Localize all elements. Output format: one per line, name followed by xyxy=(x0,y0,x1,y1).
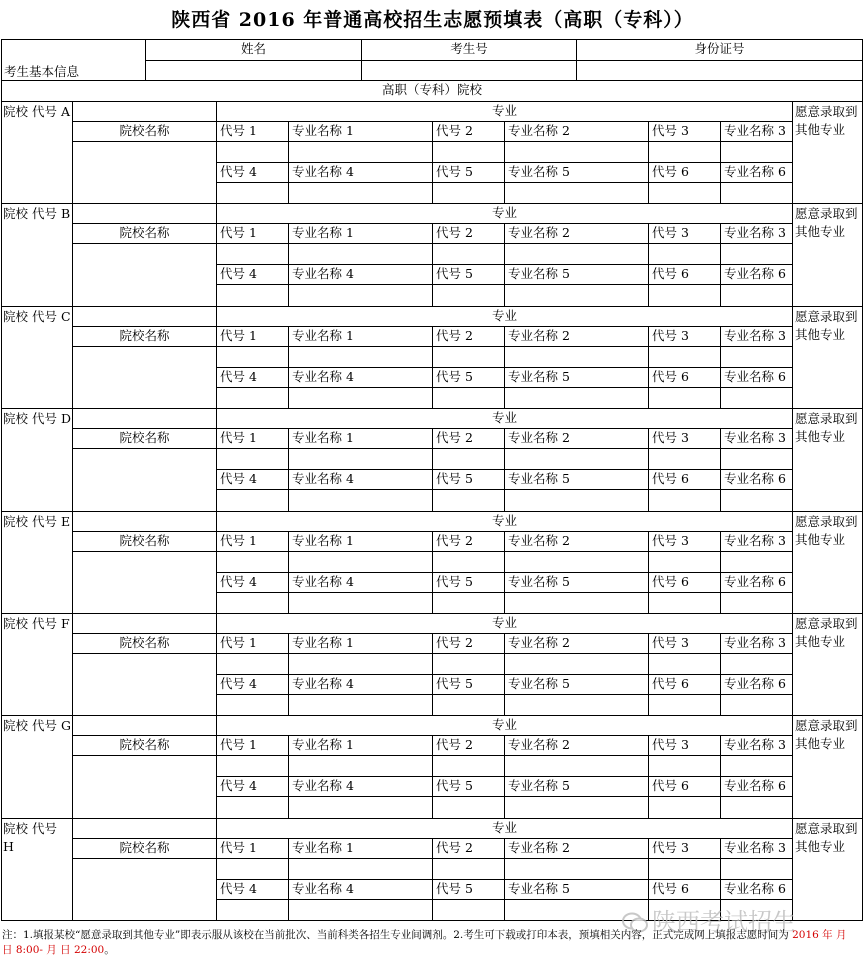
school-g-major-name-5-label: 专业名称 5 xyxy=(504,776,649,797)
school-a-major-code-1-input[interactable] xyxy=(216,141,289,163)
school-g-major-code-2-label: 代号 2 xyxy=(432,735,505,756)
school-f-major-name-6-label: 专业名称 6 xyxy=(720,674,793,695)
school-d-major-code-6-input[interactable] xyxy=(648,489,721,512)
school-c-major-code-5-label: 代号 5 xyxy=(432,367,505,388)
school-h-major-code-1-input[interactable] xyxy=(216,858,289,880)
school-a-major-name-6-label: 专业名称 6 xyxy=(720,162,793,183)
school-c-major-code-6-input[interactable] xyxy=(648,387,721,409)
school-b-major-name-1-label: 专业名称 1 xyxy=(288,223,433,244)
school-d-major-code-2-label: 代号 2 xyxy=(432,428,505,449)
school-f-major-code-6-label: 代号 6 xyxy=(648,674,721,695)
school-a-major-code-6-label: 代号 6 xyxy=(648,162,721,183)
school-e-major-code-1-input[interactable] xyxy=(216,551,289,573)
watermark-text: 陕西考试招生 xyxy=(652,908,796,936)
school-c-major-name-4-label: 专业名称 4 xyxy=(288,367,433,388)
page-title: 陕西省 2016 年普通高校招生志愿预填表（高职（专科）） xyxy=(171,9,694,31)
school-f-major-code-2-input[interactable] xyxy=(432,653,505,675)
school-b-major-name-2-input[interactable] xyxy=(504,243,649,265)
school-a-major-name-5-input[interactable] xyxy=(504,182,649,204)
school-e-name-input[interactable] xyxy=(72,551,217,614)
school-e-major-name-1-input[interactable] xyxy=(288,551,433,573)
school-d-code-input[interactable] xyxy=(72,408,217,429)
school-e-major-name-4-input[interactable] xyxy=(288,592,433,614)
school-a-name-input[interactable] xyxy=(72,141,217,204)
school-d-major-name-3-input[interactable] xyxy=(720,448,793,470)
school-g-major-code-6-label: 代号 6 xyxy=(648,776,721,797)
school-g-major-name-6-input[interactable] xyxy=(720,796,793,819)
school-h-name-label: 院校名称 xyxy=(72,838,217,859)
school-c-major-code-2-input[interactable] xyxy=(432,346,505,368)
school-h-major-name-4-label: 专业名称 4 xyxy=(288,879,433,900)
school-e-major-code-3-label: 代号 3 xyxy=(648,531,721,552)
school-h-major-code-4-input[interactable] xyxy=(216,899,289,921)
school-b-major-name-3-input[interactable] xyxy=(720,243,793,265)
school-a-major-name-2-input[interactable] xyxy=(504,141,649,163)
school-h-major-code-1-label: 代号 1 xyxy=(216,838,289,859)
school-f-major-name-2-label: 专业名称 2 xyxy=(504,633,649,654)
school-b-major-code-6-input[interactable] xyxy=(648,284,721,307)
school-c-major-name-3-label: 专业名称 3 xyxy=(720,326,793,347)
basic-info-label: 考生基本信息 xyxy=(4,64,80,79)
school-f-major-code-6-input[interactable] xyxy=(648,694,721,716)
school-e-label: 院校 代号 E xyxy=(3,514,71,529)
school-c-code-input[interactable] xyxy=(72,306,217,327)
school-e-major-name-2-label: 专业名称 2 xyxy=(504,531,649,552)
school-d-name-input[interactable] xyxy=(72,448,217,512)
school-c-major-name-1-input[interactable] xyxy=(288,346,433,368)
school-f-major-code-4-input[interactable] xyxy=(216,694,289,716)
school-h-major-code-3-label: 代号 3 xyxy=(648,838,721,859)
school-c-major-code-6-label: 代号 6 xyxy=(648,367,721,388)
field-label-name: 姓名 xyxy=(145,39,362,61)
school-b-willing-label: 愿意录取到其他专业 xyxy=(795,206,858,239)
school-b-major-code-5-input[interactable] xyxy=(432,284,505,307)
school-a-major-name-1-input[interactable] xyxy=(288,141,433,163)
school-e-major-name-5-label: 专业名称 5 xyxy=(504,572,649,593)
school-f-name-label: 院校名称 xyxy=(72,633,217,654)
school-a-major-name-4-input[interactable] xyxy=(288,182,433,204)
field-label-exam-number: 考生号 xyxy=(361,39,577,61)
school-f-major-code-1-input[interactable] xyxy=(216,653,289,675)
school-d-major-name-2-label: 专业名称 2 xyxy=(504,428,649,449)
school-a-major-name-4-label: 专业名称 4 xyxy=(288,162,433,183)
school-e-major-name-1-label: 专业名称 1 xyxy=(288,531,433,552)
school-e-major-code-3-input[interactable] xyxy=(648,551,721,573)
school-a-major-header: 专业 xyxy=(216,101,793,122)
school-e-major-name-4-label: 专业名称 4 xyxy=(288,572,433,593)
field-input-name[interactable] xyxy=(145,60,362,81)
school-e-major-code-2-label: 代号 2 xyxy=(432,531,505,552)
footnote-deadline: 2016 年 月 日 8:00- 月 日 22:00 xyxy=(2,929,847,956)
school-d-major-name-4-label: 专业名称 4 xyxy=(288,469,433,490)
school-e-major-name-6-input[interactable] xyxy=(720,592,793,614)
school-b-major-name-5-label: 专业名称 5 xyxy=(504,264,649,285)
school-h-name-input[interactable] xyxy=(72,858,217,921)
school-a-code-input[interactable] xyxy=(72,101,217,122)
school-d-major-code-4-label: 代号 4 xyxy=(216,469,289,490)
school-g-major-code-2-input[interactable] xyxy=(432,755,505,777)
school-f-major-header: 专业 xyxy=(216,613,793,634)
school-a-name-label: 院校名称 xyxy=(72,121,217,142)
school-d-major-name-6-label: 专业名称 6 xyxy=(720,469,793,490)
school-c-major-code-5-input[interactable] xyxy=(432,387,505,409)
school-e-major-name-5-input[interactable] xyxy=(504,592,649,614)
school-a-major-code-5-label: 代号 5 xyxy=(432,162,505,183)
school-h-major-code-2-input[interactable] xyxy=(432,858,505,880)
school-c-major-name-5-label: 专业名称 5 xyxy=(504,367,649,388)
school-h-major-code-5-input[interactable] xyxy=(432,899,505,921)
school-a-label: 院校 代号 A xyxy=(3,104,70,119)
school-d-major-name-6-input[interactable] xyxy=(720,489,793,512)
school-h-label: 院校 代号 H xyxy=(3,821,57,854)
school-f-major-code-5-input[interactable] xyxy=(432,694,505,716)
school-b-major-code-1-input[interactable] xyxy=(216,243,289,265)
school-e-major-code-5-label: 代号 5 xyxy=(432,572,505,593)
section-header: 高职（专科）院校 xyxy=(1,80,863,102)
school-a-major-code-2-label: 代号 2 xyxy=(432,121,505,142)
school-f-major-name-4-input[interactable] xyxy=(288,694,433,716)
school-g-major-name-5-input[interactable] xyxy=(504,796,649,819)
school-g-code-input[interactable] xyxy=(72,715,217,736)
school-d-name-label: 院校名称 xyxy=(72,428,217,449)
school-d-major-code-3-input[interactable] xyxy=(648,448,721,470)
school-h-code-input[interactable] xyxy=(72,818,217,839)
school-d-major-name-3-label: 专业名称 3 xyxy=(720,428,793,449)
school-b-code-input[interactable] xyxy=(72,203,217,224)
school-g-major-code-1-input[interactable] xyxy=(216,755,289,777)
school-a-major-code-6-input[interactable] xyxy=(648,182,721,204)
school-d-major-name-5-input[interactable] xyxy=(504,489,649,512)
school-g-label: 院校 代号 G xyxy=(3,718,71,733)
school-c-major-code-3-input[interactable] xyxy=(648,346,721,368)
school-h-major-name-3-input[interactable] xyxy=(720,858,793,880)
school-g-major-code-4-label: 代号 4 xyxy=(216,776,289,797)
school-g-major-code-3-input[interactable] xyxy=(648,755,721,777)
school-c-major-name-2-label: 专业名称 2 xyxy=(504,326,649,347)
school-g-major-name-2-label: 专业名称 2 xyxy=(504,735,649,756)
school-d-major-code-2-input[interactable] xyxy=(432,448,505,470)
school-c-label: 院校 代号 C xyxy=(3,309,71,324)
school-b-major-code-2-input[interactable] xyxy=(432,243,505,265)
school-f-major-name-1-label: 专业名称 1 xyxy=(288,633,433,654)
school-e-major-header: 专业 xyxy=(216,511,793,532)
school-d-major-code-1-input[interactable] xyxy=(216,448,289,470)
school-c-major-name-2-input[interactable] xyxy=(504,346,649,368)
school-b-major-code-5-label: 代号 5 xyxy=(432,264,505,285)
school-b-major-header: 专业 xyxy=(216,203,793,224)
school-e-major-code-2-input[interactable] xyxy=(432,551,505,573)
school-c-major-name-1-label: 专业名称 1 xyxy=(288,326,433,347)
school-c-major-code-1-input[interactable] xyxy=(216,346,289,368)
school-e-code-input[interactable] xyxy=(72,511,217,532)
school-g-major-code-3-label: 代号 3 xyxy=(648,735,721,756)
school-h-major-code-2-label: 代号 2 xyxy=(432,838,505,859)
school-e-major-code-5-input[interactable] xyxy=(432,592,505,614)
school-a-major-name-3-label: 专业名称 3 xyxy=(720,121,793,142)
school-a-major-code-4-label: 代号 4 xyxy=(216,162,289,183)
school-a-major-code-5-input[interactable] xyxy=(432,182,505,204)
school-d-major-code-5-input[interactable] xyxy=(432,489,505,512)
field-label-id-number: 身份证号 xyxy=(576,39,863,61)
school-e-major-name-3-input[interactable] xyxy=(720,551,793,573)
school-b-major-name-4-input[interactable] xyxy=(288,284,433,307)
school-h-major-name-5-label: 专业名称 5 xyxy=(504,879,649,900)
school-g-major-name-3-input[interactable] xyxy=(720,755,793,777)
school-g-name-label: 院校名称 xyxy=(72,735,217,756)
school-f-major-code-4-label: 代号 4 xyxy=(216,674,289,695)
school-g-major-name-4-input[interactable] xyxy=(288,796,433,819)
school-h-major-code-5-label: 代号 5 xyxy=(432,879,505,900)
school-h-major-name-2-input[interactable] xyxy=(504,858,649,880)
school-d-major-name-2-input[interactable] xyxy=(504,448,649,470)
school-c-major-code-1-label: 代号 1 xyxy=(216,326,289,347)
school-d-major-code-4-input[interactable] xyxy=(216,489,289,512)
school-g-major-code-5-input[interactable] xyxy=(432,796,505,819)
school-b-major-code-3-label: 代号 3 xyxy=(648,223,721,244)
school-f-major-name-4-label: 专业名称 4 xyxy=(288,674,433,695)
school-e-name-label: 院校名称 xyxy=(72,531,217,552)
school-h-major-code-6-label: 代号 6 xyxy=(648,879,721,900)
field-input-exam-number[interactable] xyxy=(361,60,577,81)
school-f-major-name-3-label: 专业名称 3 xyxy=(720,633,793,654)
school-f-major-name-1-input[interactable] xyxy=(288,653,433,675)
school-e-major-code-6-label: 代号 6 xyxy=(648,572,721,593)
school-b-major-name-5-input[interactable] xyxy=(504,284,649,307)
school-h-willing-label: 愿意录取到其他专业 xyxy=(795,821,858,854)
school-g-major-name-1-input[interactable] xyxy=(288,755,433,777)
school-f-major-name-6-input[interactable] xyxy=(720,694,793,716)
school-d-major-code-6-label: 代号 6 xyxy=(648,469,721,490)
school-f-code-input[interactable] xyxy=(72,613,217,634)
school-b-label: 院校 代号 B xyxy=(3,206,71,221)
school-c-major-code-3-label: 代号 3 xyxy=(648,326,721,347)
school-b-major-name-2-label: 专业名称 2 xyxy=(504,223,649,244)
school-h-major-name-1-input[interactable] xyxy=(288,858,433,880)
school-h-major-name-2-label: 专业名称 2 xyxy=(504,838,649,859)
school-f-major-code-3-input[interactable] xyxy=(648,653,721,675)
school-d-major-name-1-input[interactable] xyxy=(288,448,433,470)
school-a-major-name-6-input[interactable] xyxy=(720,182,793,204)
school-h-major-name-6-label: 专业名称 6 xyxy=(720,879,793,900)
school-f-willing-label: 愿意录取到其他专业 xyxy=(795,616,858,649)
school-a-major-name-5-label: 专业名称 5 xyxy=(504,162,649,183)
school-d-major-name-1-label: 专业名称 1 xyxy=(288,428,433,449)
school-g-name-input[interactable] xyxy=(72,755,217,819)
school-b-major-code-2-label: 代号 2 xyxy=(432,223,505,244)
school-e-major-code-1-label: 代号 1 xyxy=(216,531,289,552)
footnote xyxy=(2,928,860,958)
school-g-major-header: 专业 xyxy=(216,715,793,736)
school-b-name-input[interactable] xyxy=(72,243,217,307)
school-a-major-name-2-label: 专业名称 2 xyxy=(504,121,649,142)
school-g-willing-label: 愿意录取到其他专业 xyxy=(795,718,858,751)
school-d-major-header: 专业 xyxy=(216,408,793,429)
school-h-major-code-3-input[interactable] xyxy=(648,858,721,880)
school-f-major-name-2-input[interactable] xyxy=(504,653,649,675)
school-e-major-name-2-input[interactable] xyxy=(504,551,649,573)
school-c-major-code-4-input[interactable] xyxy=(216,387,289,409)
school-c-major-name-6-label: 专业名称 6 xyxy=(720,367,793,388)
school-d-major-code-5-label: 代号 5 xyxy=(432,469,505,490)
school-e-major-code-4-label: 代号 4 xyxy=(216,572,289,593)
school-c-name-input[interactable] xyxy=(72,346,217,409)
school-g-major-name-2-input[interactable] xyxy=(504,755,649,777)
school-g-major-name-6-label: 专业名称 6 xyxy=(720,776,793,797)
school-e-willing-label: 愿意录取到其他专业 xyxy=(795,514,858,547)
school-a-major-code-2-input[interactable] xyxy=(432,141,505,163)
school-c-name-label: 院校名称 xyxy=(72,326,217,347)
footnote-end: 。 xyxy=(104,944,115,956)
school-a-major-code-4-input[interactable] xyxy=(216,182,289,204)
school-c-major-code-2-label: 代号 2 xyxy=(432,326,505,347)
school-g-major-code-6-input[interactable] xyxy=(648,796,721,819)
field-input-id-number[interactable] xyxy=(576,60,863,81)
school-e-major-code-4-input[interactable] xyxy=(216,592,289,614)
school-b-major-code-4-label: 代号 4 xyxy=(216,264,289,285)
school-e-major-name-6-label: 专业名称 6 xyxy=(720,572,793,593)
school-b-major-code-4-input[interactable] xyxy=(216,284,289,307)
school-b-major-name-3-label: 专业名称 3 xyxy=(720,223,793,244)
school-a-major-name-1-label: 专业名称 1 xyxy=(288,121,433,142)
school-a-major-name-3-input[interactable] xyxy=(720,141,793,163)
school-f-major-name-3-input[interactable] xyxy=(720,653,793,675)
school-b-major-name-4-label: 专业名称 4 xyxy=(288,264,433,285)
footnote-text: 注：1.填报某校“愿意录取到其他专业”即表示服从该校在当前批次、当前科类各招生专业间调剂。2.考生可下载或打印本表，预填相关内容，正式完成网上填报志愿时间为 xyxy=(2,929,793,941)
school-c-major-name-5-input[interactable] xyxy=(504,387,649,409)
school-b-major-code-3-input[interactable] xyxy=(648,243,721,265)
school-f-major-code-5-label: 代号 5 xyxy=(432,674,505,695)
school-b-major-name-6-label: 专业名称 6 xyxy=(720,264,793,285)
school-c-major-name-4-input[interactable] xyxy=(288,387,433,409)
school-d-major-code-3-label: 代号 3 xyxy=(648,428,721,449)
school-a-major-code-3-input[interactable] xyxy=(648,141,721,163)
school-c-major-header: 专业 xyxy=(216,306,793,327)
school-d-label: 院校 代号 D xyxy=(3,411,71,426)
school-c-major-name-6-input[interactable] xyxy=(720,387,793,409)
school-d-major-name-5-label: 专业名称 5 xyxy=(504,469,649,490)
school-b-major-code-1-label: 代号 1 xyxy=(216,223,289,244)
school-g-major-name-1-label: 专业名称 1 xyxy=(288,735,433,756)
school-a-major-code-3-label: 代号 3 xyxy=(648,121,721,142)
school-g-major-code-4-input[interactable] xyxy=(216,796,289,819)
school-f-major-code-1-label: 代号 1 xyxy=(216,633,289,654)
school-c-major-code-4-label: 代号 4 xyxy=(216,367,289,388)
school-b-name-label: 院校名称 xyxy=(72,223,217,244)
school-c-major-name-3-input[interactable] xyxy=(720,346,793,368)
school-d-major-code-1-label: 代号 1 xyxy=(216,428,289,449)
school-g-major-name-3-label: 专业名称 3 xyxy=(720,735,793,756)
school-g-major-code-1-label: 代号 1 xyxy=(216,735,289,756)
school-h-major-name-3-label: 专业名称 3 xyxy=(720,838,793,859)
school-a-willing-label: 愿意录取到其他专业 xyxy=(795,104,858,137)
school-g-major-name-4-label: 专业名称 4 xyxy=(288,776,433,797)
school-f-major-name-5-label: 专业名称 5 xyxy=(504,674,649,695)
school-c-willing-label: 愿意录取到其他专业 xyxy=(795,309,858,342)
school-a-major-code-1-label: 代号 1 xyxy=(216,121,289,142)
school-d-willing-label: 愿意录取到其他专业 xyxy=(795,411,858,444)
school-f-major-code-2-label: 代号 2 xyxy=(432,633,505,654)
school-b-major-code-6-label: 代号 6 xyxy=(648,264,721,285)
school-h-major-name-1-label: 专业名称 1 xyxy=(288,838,433,859)
school-d-major-name-4-input[interactable] xyxy=(288,489,433,512)
school-g-major-code-5-label: 代号 5 xyxy=(432,776,505,797)
school-f-major-name-5-input[interactable] xyxy=(504,694,649,716)
school-b-major-name-1-input[interactable] xyxy=(288,243,433,265)
school-f-name-input[interactable] xyxy=(72,653,217,716)
school-f-label: 院校 代号 F xyxy=(3,616,70,631)
school-h-major-name-4-input[interactable] xyxy=(288,899,433,921)
school-e-major-code-6-input[interactable] xyxy=(648,592,721,614)
school-h-major-code-4-label: 代号 4 xyxy=(216,879,289,900)
school-e-major-name-3-label: 专业名称 3 xyxy=(720,531,793,552)
school-b-major-name-6-input[interactable] xyxy=(720,284,793,307)
school-h-major-header: 专业 xyxy=(216,818,793,839)
school-f-major-code-3-label: 代号 3 xyxy=(648,633,721,654)
